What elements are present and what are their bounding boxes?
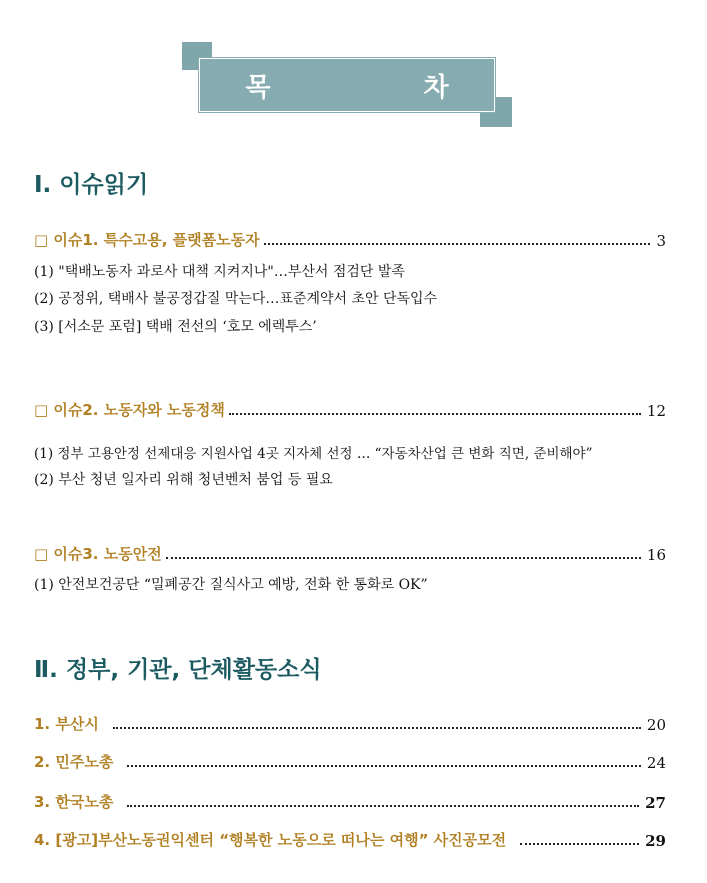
toc-entry-issue-2[interactable] [34, 398, 666, 420]
dot-leader [127, 805, 639, 807]
dot-leader [264, 243, 651, 245]
section-2-heading: Ⅱ. 정부, 기관, 단체활동소식 [34, 657, 322, 683]
dot-leader [520, 843, 639, 845]
toc-page-number: 24 [646, 754, 666, 772]
toc-subitem: (1) 정부 고용안정 선제대응 지원사업 4곳 지자체 선정 … “자동차산업 큰 변화 직면, 준비해야” [34, 446, 593, 462]
section-1-heading: Ⅰ. 이슈읽기 [34, 172, 149, 198]
toc-page-number: 29 [645, 832, 666, 850]
toc-page-number: 12 [646, 402, 666, 420]
toc-subitem: (2) 부산 청년 일자리 위해 청년벤처 붐업 등 필요 [34, 472, 333, 488]
page-title: 목 차 [245, 72, 521, 103]
toc-entry-label: 4. [광고]부산노동권익센터 “행복한 노동으로 떠나는 여행” 사진공모전 [34, 831, 507, 849]
toc-entry-issue-3[interactable] [34, 542, 666, 564]
toc-entry-label: □ 이슈1. 특수고용, 플랫폼노동자 [34, 231, 260, 249]
toc-entry-busan-city[interactable] [34, 712, 666, 734]
toc-page-number: 3 [656, 232, 666, 250]
dot-leader [229, 413, 641, 415]
toc-page-number: 27 [645, 794, 666, 812]
toc-entry-label: 3. 한국노총 [34, 793, 114, 811]
toc-entry-fktu[interactable] [34, 790, 666, 812]
toc-subitem: (1) 안전보건공단 “밀폐공간 질식사고 예방, 전화 한 통화로 OK” [34, 577, 428, 593]
toc-page-number: 16 [646, 546, 666, 564]
toc-entry-label: □ 이슈3. 노동안전 [34, 545, 162, 563]
toc-entry-label: □ 이슈2. 노동자와 노동정책 [34, 401, 225, 419]
toc-entry-label: 1. 부산시 [34, 715, 99, 733]
dot-leader [127, 765, 641, 767]
toc-entry-kctu[interactable] [34, 750, 666, 772]
toc-page-number: 20 [646, 716, 666, 734]
toc-entry-photo-contest[interactable] [34, 828, 666, 850]
title-banner [182, 42, 521, 128]
toc-subitem: (1) "택배노동자 과로사 대책 지켜지나"…부산서 점검단 발족 [34, 264, 405, 280]
toc-entry-issue-1[interactable] [34, 228, 666, 250]
dot-leader [113, 727, 641, 729]
toc-entry-label: 2. 민주노총 [34, 753, 114, 771]
toc-subitem: (2) 공정위, 택배사 불공정갑질 막는다…표준계약서 초안 단독입수 [34, 291, 438, 307]
toc-subitem: (3) [서소문 포럼] 택배 전선의 ‘호모 에렉투스’ [34, 319, 317, 335]
dot-leader [166, 557, 641, 559]
title-box [199, 58, 521, 112]
